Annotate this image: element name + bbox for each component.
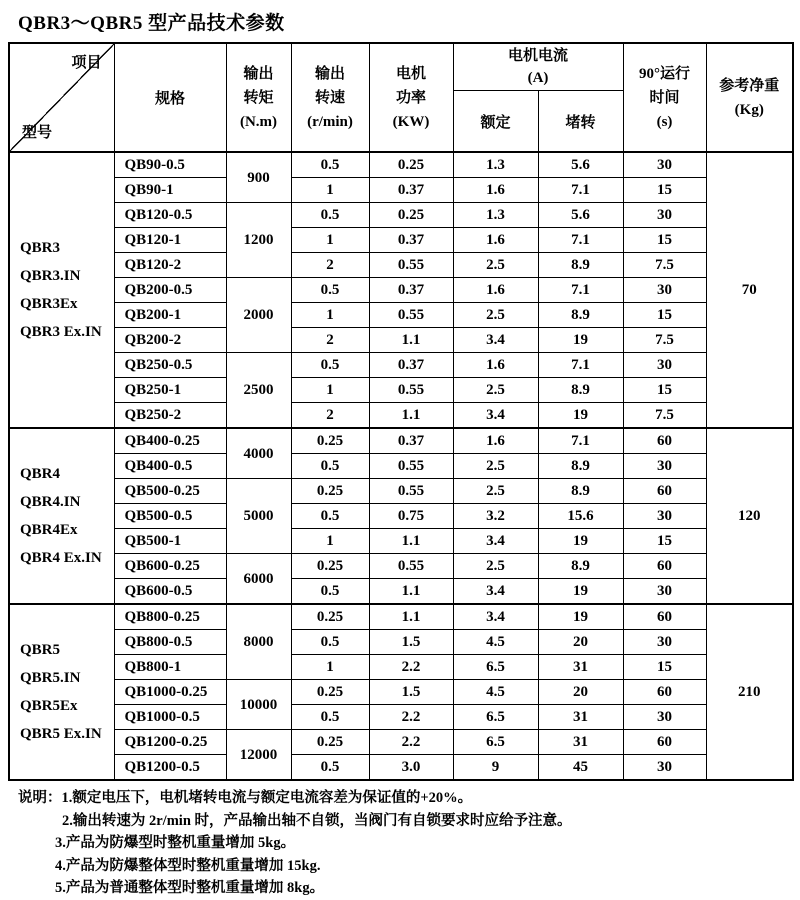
- speed-cell: 0.25: [291, 479, 369, 504]
- spec-cell: QB120-0.5: [114, 203, 226, 228]
- power-cell: 0.37: [369, 353, 453, 378]
- header-run-time: 90°运行 时间 (s): [623, 43, 706, 152]
- torque-cell: 2000: [226, 278, 291, 353]
- speed-cell: 2: [291, 328, 369, 353]
- time-cell: 15: [623, 378, 706, 403]
- note-line-5: 5.产品为普通整体型时整机重量增加 8kg。: [55, 880, 325, 896]
- power-cell: 1.1: [369, 328, 453, 353]
- model-name: QBR3: [20, 240, 61, 256]
- model-name: QBR3 Ex.IN: [20, 324, 102, 340]
- rated-current-cell: 1.6: [453, 178, 538, 203]
- rated-current-cell: 9: [453, 755, 538, 781]
- stall-current-cell: 7.1: [538, 353, 623, 378]
- table-row: [9, 604, 793, 630]
- torque-cell: 1200: [226, 203, 291, 278]
- spec-cell: QB800-1: [114, 655, 226, 680]
- power-cell: 0.55: [369, 479, 453, 504]
- model-name: QBR3.IN: [20, 268, 81, 284]
- speed-cell: 0.25: [291, 730, 369, 755]
- spec-cell: QB500-0.25: [114, 479, 226, 504]
- torque-cell: 8000: [226, 604, 291, 680]
- rated-current-cell: 2.5: [453, 479, 538, 504]
- table-row: [9, 479, 793, 504]
- rated-current-cell: 1.6: [453, 353, 538, 378]
- weight-cell: 210: [706, 604, 793, 780]
- time-cell: 60: [623, 680, 706, 705]
- spec-cell: QB200-2: [114, 328, 226, 353]
- time-cell: 30: [623, 203, 706, 228]
- time-cell: 60: [623, 604, 706, 630]
- rated-current-cell: 1.6: [453, 228, 538, 253]
- weight-cell: 120: [706, 428, 793, 604]
- corner-diagonal-cell: [9, 43, 114, 152]
- rated-current-cell: 2.5: [453, 378, 538, 403]
- table-row: [9, 403, 793, 429]
- power-cell: 0.25: [369, 203, 453, 228]
- time-cell: 30: [623, 705, 706, 730]
- rated-current-cell: 6.5: [453, 730, 538, 755]
- spec-cell: QB1000-0.25: [114, 680, 226, 705]
- table-row: [9, 529, 793, 554]
- table-row: [9, 203, 793, 228]
- header-spec: 规格: [114, 43, 226, 152]
- table-row: [9, 454, 793, 479]
- power-cell: 1.1: [369, 403, 453, 429]
- speed-cell: 0.5: [291, 579, 369, 605]
- page-title: QBR3～QBR5 型产品技术参数: [18, 13, 285, 34]
- note-line-4: 4.产品为防爆整体型时整机重量增加 15kg.: [55, 857, 321, 874]
- power-cell: 0.55: [369, 253, 453, 278]
- speed-cell: 0.5: [291, 705, 369, 730]
- rated-current-cell: 1.6: [453, 428, 538, 454]
- spec-cell: QB250-2: [114, 403, 226, 429]
- table-row: [9, 428, 793, 454]
- power-cell: 0.55: [369, 303, 453, 328]
- table-row: [9, 328, 793, 353]
- rated-current-cell: 4.5: [453, 680, 538, 705]
- model-cell: [9, 604, 114, 780]
- model-cell: [9, 428, 114, 604]
- power-cell: 2.2: [369, 705, 453, 730]
- model-cell: [9, 152, 114, 428]
- speed-cell: 0.25: [291, 604, 369, 630]
- spec-cell: QB1200-0.5: [114, 755, 226, 781]
- stall-current-cell: 5.6: [538, 152, 623, 178]
- torque-cell: 10000: [226, 680, 291, 730]
- table-body: [9, 152, 793, 780]
- stall-current-cell: 19: [538, 579, 623, 605]
- header-rated-current: 额定: [453, 91, 538, 153]
- rated-current-cell: 2.5: [453, 303, 538, 328]
- speed-cell: 0.5: [291, 278, 369, 303]
- stall-current-cell: 20: [538, 680, 623, 705]
- note-text: 1.额定电压下，电机堵转电流与额定电流容差为保证值的+20%。: [61, 790, 473, 806]
- table-header: [9, 43, 793, 152]
- speed-cell: 0.5: [291, 755, 369, 781]
- time-cell: 30: [623, 353, 706, 378]
- stall-current-cell: 31: [538, 730, 623, 755]
- time-cell: 15: [623, 178, 706, 203]
- speed-cell: 1: [291, 529, 369, 554]
- stall-current-cell: 20: [538, 630, 623, 655]
- spec-cell: QB250-0.5: [114, 353, 226, 378]
- power-cell: 2.2: [369, 730, 453, 755]
- note-line-3: 3.产品为防爆型时整机重量增加 5kg。: [55, 835, 296, 851]
- header-output-torque: 输出 转矩 (N.m): [226, 43, 291, 152]
- speed-cell: 2: [291, 403, 369, 429]
- stall-current-cell: 45: [538, 755, 623, 781]
- table-row: [9, 504, 793, 529]
- spec-cell: QB200-1: [114, 303, 226, 328]
- spec-cell: QB400-0.25: [114, 428, 226, 454]
- time-cell: 60: [623, 428, 706, 454]
- spec-table: [8, 42, 794, 781]
- torque-cell: 5000: [226, 479, 291, 554]
- power-cell: 1.1: [369, 579, 453, 605]
- time-cell: 30: [623, 579, 706, 605]
- table-row: [9, 228, 793, 253]
- spec-cell: QB600-0.5: [114, 579, 226, 605]
- speed-cell: 0.25: [291, 680, 369, 705]
- time-cell: 15: [623, 529, 706, 554]
- stall-current-cell: 7.1: [538, 428, 623, 454]
- rated-current-cell: 3.2: [453, 504, 538, 529]
- time-cell: 30: [623, 630, 706, 655]
- table-row: [9, 178, 793, 203]
- speed-cell: 0.5: [291, 203, 369, 228]
- header-motor-power: 电机 功率 (KW): [369, 43, 453, 152]
- weight-cell: 70: [706, 152, 793, 428]
- spec-cell: QB90-1: [114, 178, 226, 203]
- spec-cell: QB90-0.5: [114, 152, 226, 178]
- speed-cell: 0.5: [291, 353, 369, 378]
- time-cell: 15: [623, 228, 706, 253]
- note-line-1: [18, 787, 800, 810]
- time-cell: 30: [623, 152, 706, 178]
- stall-current-cell: 19: [538, 403, 623, 429]
- spec-cell: QB600-0.25: [114, 554, 226, 579]
- rated-current-cell: 1.3: [453, 152, 538, 178]
- spec-cell: QB120-2: [114, 253, 226, 278]
- header-net-weight: 参考净重 (Kg): [706, 43, 793, 152]
- model-name: QBR3Ex: [20, 296, 78, 312]
- power-cell: 0.55: [369, 554, 453, 579]
- rated-current-cell: 3.4: [453, 403, 538, 429]
- header-output-speed: 输出 转速 (r/min): [291, 43, 369, 152]
- corner-label-item: 项目: [71, 55, 102, 71]
- model-name: QBR4: [20, 466, 61, 482]
- time-cell: 15: [623, 655, 706, 680]
- time-cell: 60: [623, 554, 706, 579]
- speed-cell: 1: [291, 378, 369, 403]
- model-name: QBR5Ex: [20, 698, 78, 714]
- rated-current-cell: 3.4: [453, 328, 538, 353]
- spec-cell: QB120-1: [114, 228, 226, 253]
- table-row: [9, 152, 793, 178]
- time-cell: 7.5: [623, 403, 706, 429]
- torque-cell: 4000: [226, 428, 291, 479]
- model-name: QBR4Ex: [20, 522, 78, 538]
- stall-current-cell: 5.6: [538, 203, 623, 228]
- spec-cell: QB500-0.5: [114, 504, 226, 529]
- power-cell: 1.5: [369, 630, 453, 655]
- stall-current-cell: 8.9: [538, 378, 623, 403]
- torque-cell: 6000: [226, 554, 291, 605]
- power-cell: 0.55: [369, 378, 453, 403]
- stall-current-cell: 8.9: [538, 253, 623, 278]
- table-row: [9, 253, 793, 278]
- time-cell: 30: [623, 755, 706, 781]
- model-name: QBR5 Ex.IN: [20, 726, 102, 742]
- stall-current-cell: 31: [538, 705, 623, 730]
- table-row: [9, 378, 793, 403]
- model-name: QBR5.IN: [20, 670, 81, 686]
- spec-cell: QB250-1: [114, 378, 226, 403]
- rated-current-cell: 2.5: [453, 454, 538, 479]
- spec-cell: QB800-0.25: [114, 604, 226, 630]
- stall-current-cell: 8.9: [538, 303, 623, 328]
- table-row: [9, 554, 793, 579]
- notes: [18, 787, 800, 900]
- rated-current-cell: 3.4: [453, 604, 538, 630]
- table-row: [9, 630, 793, 655]
- time-cell: 7.5: [623, 328, 706, 353]
- table-row: [9, 353, 793, 378]
- corner-label-model: 型号: [22, 125, 53, 141]
- rated-current-cell: 4.5: [453, 630, 538, 655]
- spec-cell: QB1200-0.25: [114, 730, 226, 755]
- header-stall-current: 堵转: [538, 91, 623, 153]
- spec-cell: QB200-0.5: [114, 278, 226, 303]
- stall-current-cell: 31: [538, 655, 623, 680]
- power-cell: 0.37: [369, 278, 453, 303]
- table-row: [9, 755, 793, 781]
- speed-cell: 0.25: [291, 554, 369, 579]
- rated-current-cell: 6.5: [453, 705, 538, 730]
- table-row: [9, 278, 793, 303]
- time-cell: 30: [623, 454, 706, 479]
- speed-cell: 0.25: [291, 428, 369, 454]
- spec-cell: QB500-1: [114, 529, 226, 554]
- table-row: [9, 579, 793, 605]
- power-cell: 0.37: [369, 178, 453, 203]
- torque-cell: 900: [226, 152, 291, 203]
- speed-cell: 1: [291, 303, 369, 328]
- speed-cell: 1: [291, 178, 369, 203]
- power-cell: 0.75: [369, 504, 453, 529]
- model-name: QBR4 Ex.IN: [20, 550, 102, 566]
- stall-current-cell: 19: [538, 604, 623, 630]
- time-cell: 60: [623, 730, 706, 755]
- table-row: [9, 655, 793, 680]
- power-cell: 1.1: [369, 604, 453, 630]
- notes-prefix: 说明：: [18, 790, 62, 806]
- stall-current-cell: 7.1: [538, 228, 623, 253]
- rated-current-cell: 1.6: [453, 278, 538, 303]
- table-row: [9, 303, 793, 328]
- speed-cell: 1: [291, 655, 369, 680]
- rated-current-cell: 2.5: [453, 554, 538, 579]
- torque-cell: 12000: [226, 730, 291, 781]
- spec-cell: QB800-0.5: [114, 630, 226, 655]
- stall-current-cell: 8.9: [538, 479, 623, 504]
- speed-cell: 1: [291, 228, 369, 253]
- power-cell: 0.25: [369, 152, 453, 178]
- header-motor-current: 电机电流 (A): [453, 43, 623, 91]
- stall-current-cell: 19: [538, 328, 623, 353]
- time-cell: 15: [623, 303, 706, 328]
- speed-cell: 0.5: [291, 504, 369, 529]
- note-line-2: 2.输出转速为 2r/min 时，产品输出轴不自锁，当阀门有自锁要求时应给予注意。: [62, 812, 572, 829]
- power-cell: 0.55: [369, 454, 453, 479]
- table-row: [9, 680, 793, 705]
- stall-current-cell: 15.6: [538, 504, 623, 529]
- power-cell: 2.2: [369, 655, 453, 680]
- stall-current-cell: 8.9: [538, 554, 623, 579]
- rated-current-cell: 3.4: [453, 529, 538, 554]
- power-cell: 0.37: [369, 428, 453, 454]
- rated-current-cell: 2.5: [453, 253, 538, 278]
- stall-current-cell: 19: [538, 529, 623, 554]
- torque-cell: 2500: [226, 353, 291, 429]
- spec-cell: QB1000-0.5: [114, 705, 226, 730]
- table-row: [9, 705, 793, 730]
- stall-current-cell: 7.1: [538, 278, 623, 303]
- model-name: QBR5: [20, 642, 61, 658]
- speed-cell: 0.5: [291, 454, 369, 479]
- model-name: QBR4.IN: [20, 494, 81, 510]
- time-cell: 7.5: [623, 253, 706, 278]
- stall-current-cell: 8.9: [538, 454, 623, 479]
- rated-current-cell: 3.4: [453, 579, 538, 605]
- speed-cell: 0.5: [291, 152, 369, 178]
- stall-current-cell: 7.1: [538, 178, 623, 203]
- table-row: [9, 730, 793, 755]
- power-cell: 3.0: [369, 755, 453, 781]
- power-cell: 1.1: [369, 529, 453, 554]
- time-cell: 60: [623, 479, 706, 504]
- rated-current-cell: 1.3: [453, 203, 538, 228]
- speed-cell: 2: [291, 253, 369, 278]
- power-cell: 0.37: [369, 228, 453, 253]
- time-cell: 30: [623, 504, 706, 529]
- time-cell: 30: [623, 278, 706, 303]
- spec-cell: QB400-0.5: [114, 454, 226, 479]
- speed-cell: 0.5: [291, 630, 369, 655]
- rated-current-cell: 6.5: [453, 655, 538, 680]
- power-cell: 1.5: [369, 680, 453, 705]
